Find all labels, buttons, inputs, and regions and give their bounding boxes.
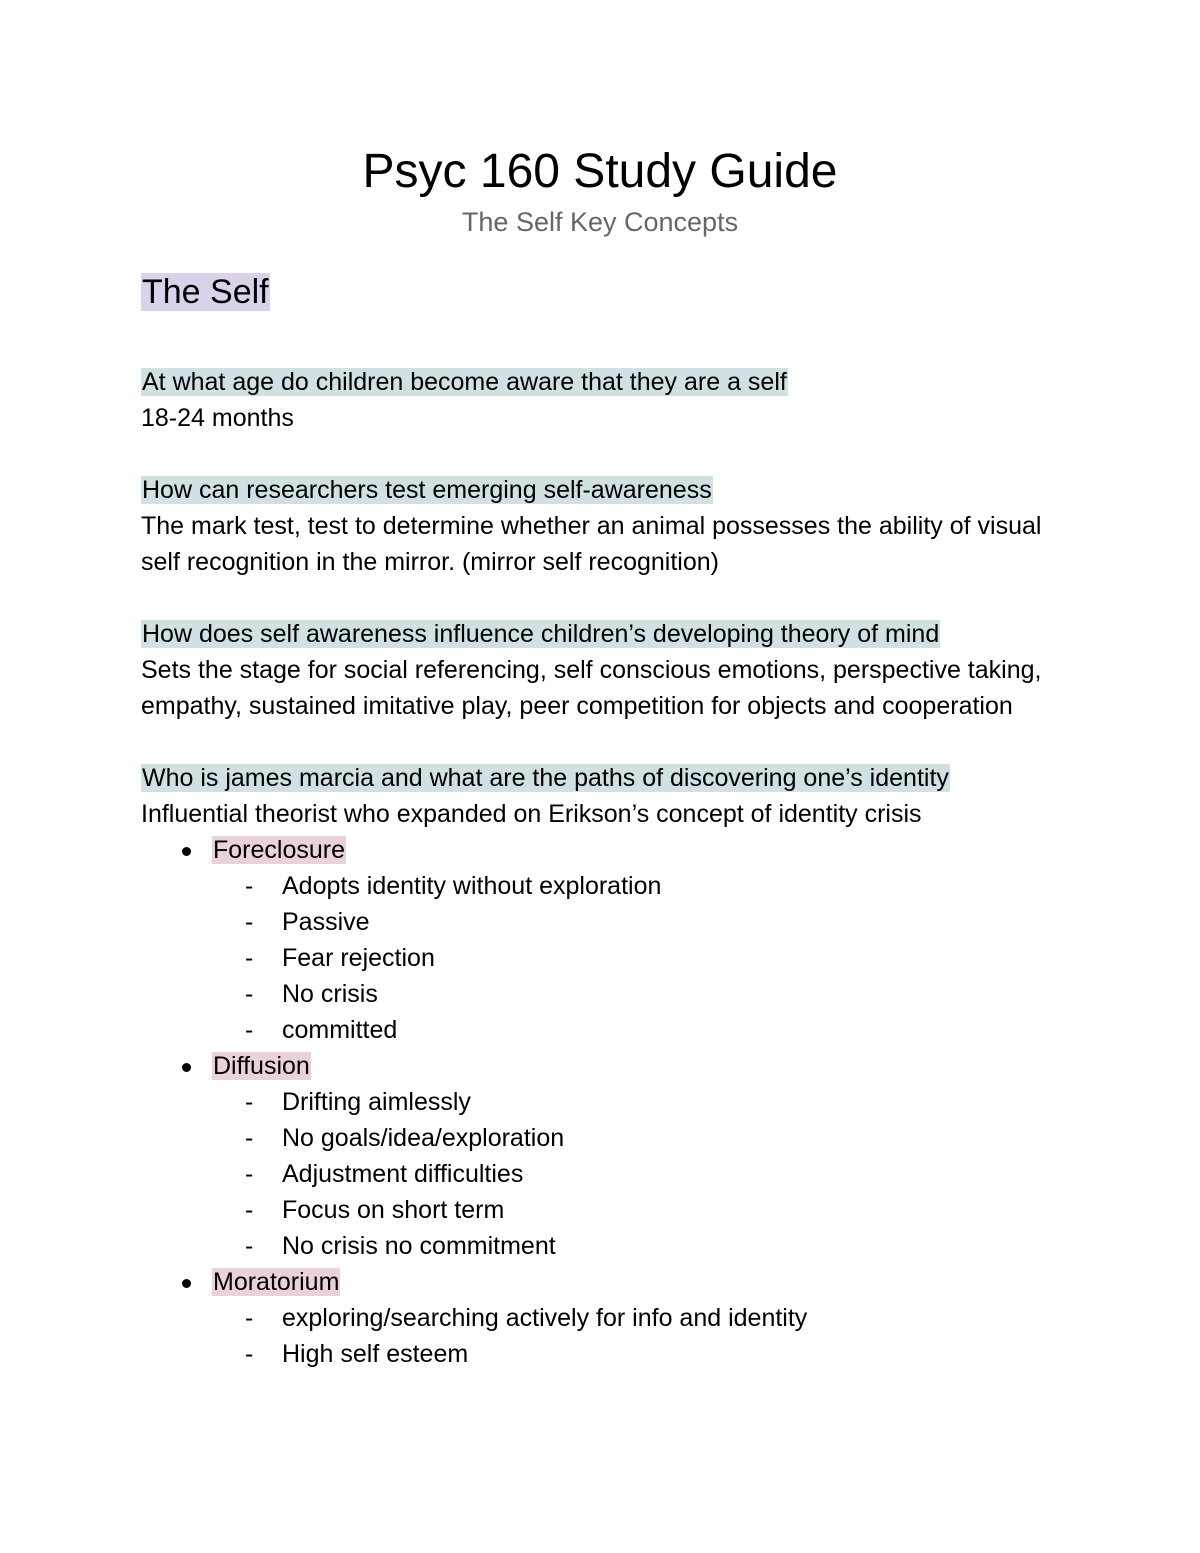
qa-block-1 — [141, 364, 1061, 436]
qa-block-3 — [141, 616, 1061, 724]
trait-text: Drifting aimlessly — [282, 1088, 471, 1116]
document-subtitle: The Self Key Concepts — [461, 207, 739, 237]
dash-icon: - — [245, 980, 254, 1008]
section-heading — [141, 270, 1061, 314]
document-title: Psyc 160 Study Guide — [362, 145, 838, 198]
status-label: Moratorium — [213, 1268, 340, 1296]
identity-status-foreclosure — [141, 832, 1061, 868]
dash-icon: - — [245, 908, 254, 936]
trait-text: No crisis no commitment — [282, 1232, 556, 1260]
status-label: Foreclosure — [213, 836, 345, 864]
trait-item — [141, 1228, 1061, 1264]
identity-status-diffusion — [141, 1048, 1061, 1084]
status-label: Diffusion — [213, 1052, 310, 1080]
trait-text: No goals/idea/exploration — [282, 1124, 565, 1152]
dash-icon: - — [245, 1160, 254, 1188]
trait-item — [141, 1192, 1061, 1228]
question-1 — [141, 364, 1061, 400]
answer-2: The mark test, test to determine whether an animal possesses the ability of visual self recognition in the mirror. (mirror self recognition) — [141, 512, 1042, 576]
trait-group-diffusion — [141, 1084, 1061, 1264]
qa-block-4 — [141, 760, 1061, 1372]
trait-text: Adopts identity without exploration — [282, 872, 662, 900]
question-3 — [141, 616, 1061, 652]
trait-item — [141, 1120, 1061, 1156]
question-4 — [141, 760, 1061, 796]
trait-list — [141, 1084, 1061, 1264]
trait-text: committed — [282, 1016, 398, 1044]
identity-status-moratorium — [141, 1264, 1061, 1300]
trait-text: High self esteem — [282, 1340, 469, 1368]
question-2 — [141, 472, 1061, 508]
trait-group-foreclosure — [141, 868, 1061, 1048]
dash-icon: - — [245, 872, 254, 900]
identity-status-list — [141, 832, 1061, 1372]
dash-icon: - — [245, 1124, 254, 1152]
dash-icon: - — [245, 1016, 254, 1044]
qa-block-2 — [141, 472, 1061, 580]
trait-item — [141, 1084, 1061, 1120]
trait-item — [141, 1156, 1061, 1192]
dash-icon: - — [245, 944, 254, 972]
dash-icon: - — [245, 1304, 254, 1332]
question-2-text: How can researchers test emerging self-awareness — [142, 476, 712, 504]
trait-text: Focus on short term — [282, 1196, 505, 1224]
bullet-icon — [182, 1279, 191, 1288]
trait-list — [141, 1300, 1061, 1372]
trait-text: No crisis — [282, 980, 378, 1008]
question-3-text: How does self awareness influence children’s developing theory of mind — [142, 620, 940, 648]
question-4-text: Who is james marcia and what are the paths of discovering one’s identity — [142, 764, 949, 792]
trait-item — [141, 940, 1061, 976]
trait-item — [141, 1300, 1061, 1336]
dash-icon: - — [245, 1340, 254, 1368]
dash-icon: - — [245, 1196, 254, 1224]
study-guide-page — [141, 140, 1061, 1372]
bullet-icon — [182, 847, 191, 856]
trait-text: Passive — [282, 908, 370, 936]
trait-item — [141, 868, 1061, 904]
section-heading-text: The Self — [142, 273, 269, 311]
trait-text: exploring/searching actively for info and identity — [282, 1304, 808, 1332]
trait-text: Adjustment difficulties — [282, 1160, 524, 1188]
trait-group-moratorium — [141, 1300, 1061, 1372]
answer-1: 18-24 months — [141, 404, 294, 432]
dash-icon: - — [245, 1088, 254, 1116]
question-1-text: At what age do children become aware that they are a self — [142, 368, 787, 396]
trait-list — [141, 868, 1061, 1048]
bullet-icon — [182, 1063, 191, 1072]
trait-item — [141, 1336, 1061, 1372]
trait-text: Fear rejection — [282, 944, 435, 972]
answer-3: Sets the stage for social referencing, self conscious emotions, perspective taking, empathy, sustained imitative play, peer competition for objects and cooperation — [141, 656, 1042, 720]
answer-4: Influential theorist who expanded on Erikson’s concept of identity crisis — [141, 800, 922, 828]
trait-item — [141, 976, 1061, 1012]
trait-item — [141, 904, 1061, 940]
dash-icon: - — [245, 1232, 254, 1260]
trait-item — [141, 1012, 1061, 1048]
